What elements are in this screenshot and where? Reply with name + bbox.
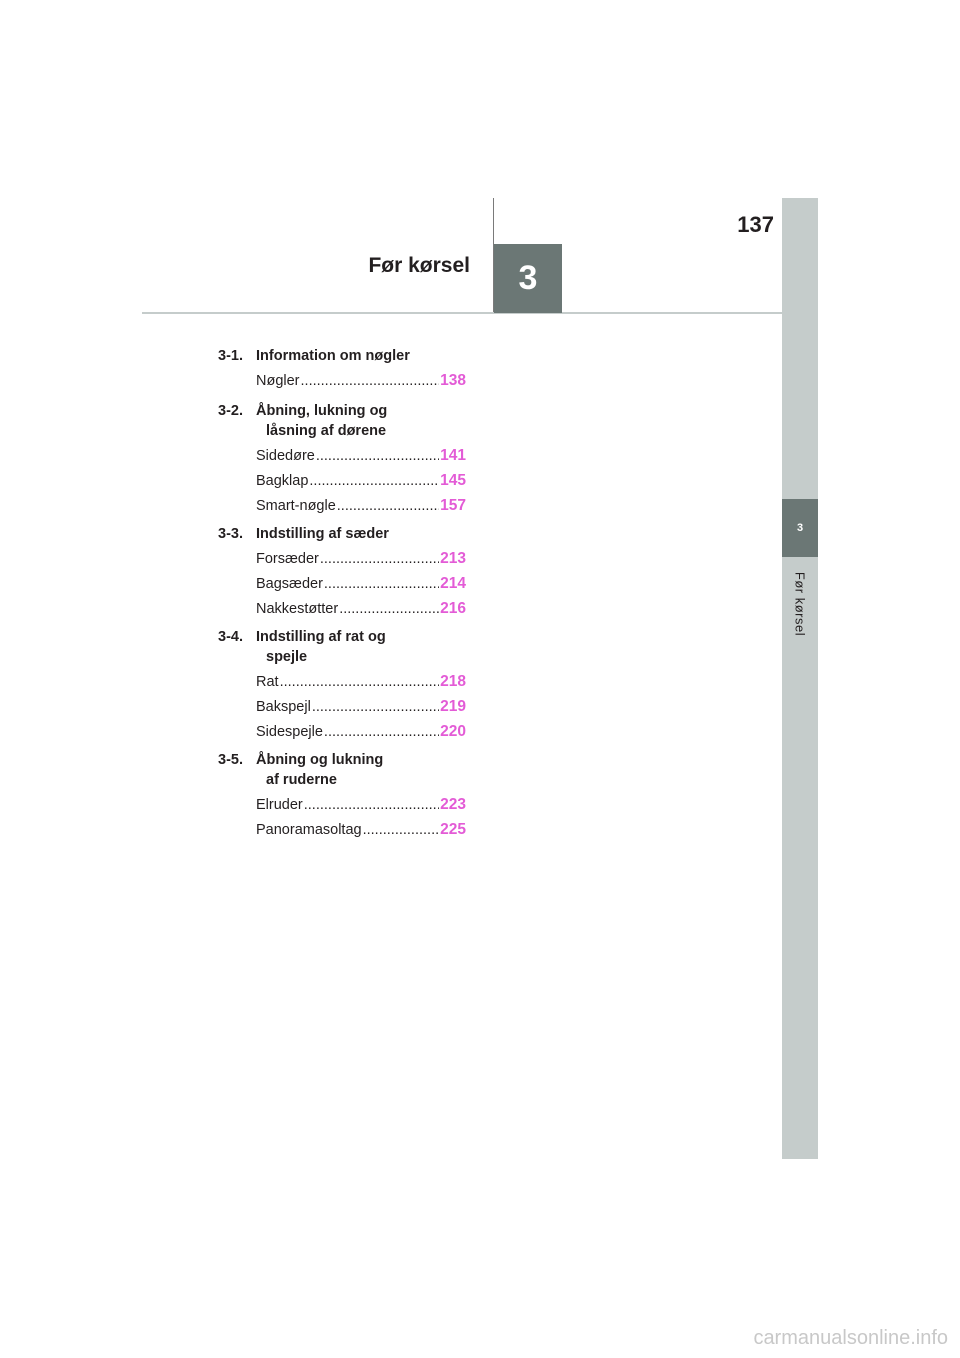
side-thumb-strip (782, 198, 818, 1159)
chapter-number-box (494, 244, 562, 313)
page-link[interactable]: 220 (440, 723, 466, 740)
leader-dots (304, 795, 439, 815)
page-link[interactable]: 138 (440, 372, 466, 389)
section-number: 3-5. (218, 752, 243, 768)
side-chapter-tab[interactable] (782, 499, 818, 557)
toc-entry-nakkestoetter[interactable] (256, 599, 466, 619)
leader-dots (301, 371, 440, 391)
leader-dots (363, 820, 440, 840)
page-link[interactable]: 216 (440, 600, 466, 617)
leader-dots (280, 672, 440, 692)
section-title: Information om nøgler (256, 348, 410, 364)
chapter-title: Før kørsel (368, 254, 470, 277)
toc-entry-forsaeder[interactable] (256, 549, 466, 569)
page-link[interactable]: 145 (440, 472, 466, 489)
section-number: 3-1. (218, 348, 243, 364)
entry-label: Nøgler (256, 373, 300, 389)
entry-label: Forsæder (256, 551, 319, 567)
page-link[interactable]: 213 (440, 550, 466, 567)
toc-entry-noegler[interactable] (256, 371, 466, 391)
section-number: 3-4. (218, 629, 243, 645)
section-title: Åbning og lukning af ruderne (256, 752, 384, 788)
toc-entry-bagsaeder[interactable] (256, 574, 466, 594)
section-title: Indstilling af sæder (256, 526, 389, 542)
toc-entry-panoramasoltag[interactable] (256, 820, 466, 840)
section-title: Indstilling af rat og spejle (256, 629, 386, 665)
entry-label: Bagsæder (256, 576, 323, 592)
leader-dots (324, 574, 439, 594)
leader-dots (320, 549, 439, 569)
leader-dots (316, 446, 439, 466)
side-label-text: Før kørsel (792, 571, 808, 637)
toc-entry-bakspejl[interactable] (256, 697, 466, 717)
footer-watermark: carmanualsonline.info (753, 1327, 948, 1349)
page-number: 137 (737, 212, 774, 237)
toc-section-3-2[interactable] (218, 401, 468, 441)
table-of-contents (218, 346, 468, 840)
page-link[interactable]: 219 (440, 698, 466, 715)
toc-entry-bagklap[interactable] (256, 471, 466, 491)
toc-entry-rat[interactable] (256, 672, 466, 692)
toc-section-3-5[interactable] (218, 750, 468, 790)
toc-entry-smart-noegle[interactable] (256, 496, 466, 516)
entry-label: Elruder (256, 797, 303, 813)
toc-entry-elruder[interactable] (256, 795, 466, 815)
leader-dots (339, 599, 439, 619)
toc-section-3-1[interactable] (218, 346, 468, 366)
section-number: 3-2. (218, 403, 243, 419)
page-link[interactable]: 141 (440, 447, 466, 464)
toc-entry-sidespejle[interactable] (256, 722, 466, 742)
leader-dots (312, 697, 439, 717)
leader-dots (309, 471, 439, 491)
chapter-number: 3 (518, 259, 538, 297)
entry-label: Sidedøre (256, 448, 315, 464)
page-link[interactable]: 218 (440, 673, 466, 690)
leader-dots (324, 722, 439, 742)
page-link[interactable]: 214 (440, 575, 466, 592)
entry-label: Bakspejl (256, 699, 311, 715)
entry-label: Rat (256, 674, 279, 690)
entry-label: Panoramasoltag (256, 822, 362, 838)
entry-label: Bagklap (256, 473, 309, 489)
section-number: 3-3. (218, 526, 243, 542)
entry-label: Nakkestøtter (256, 601, 339, 617)
side-tab-number: 3 (796, 522, 804, 534)
page-link[interactable]: 157 (440, 497, 466, 514)
page-link[interactable]: 225 (440, 821, 466, 838)
toc-entry-sidedoere[interactable] (256, 446, 466, 466)
page-link[interactable]: 223 (440, 796, 466, 813)
header-rule (142, 312, 782, 314)
entry-label: Smart-nøgle (256, 498, 336, 514)
toc-section-3-3[interactable] (218, 524, 468, 544)
leader-dots (337, 496, 439, 516)
section-title: Åbning, lukning og låsning af dørene (256, 403, 388, 439)
toc-section-3-4[interactable] (218, 627, 468, 667)
entry-label: Sidespejle (256, 724, 323, 740)
